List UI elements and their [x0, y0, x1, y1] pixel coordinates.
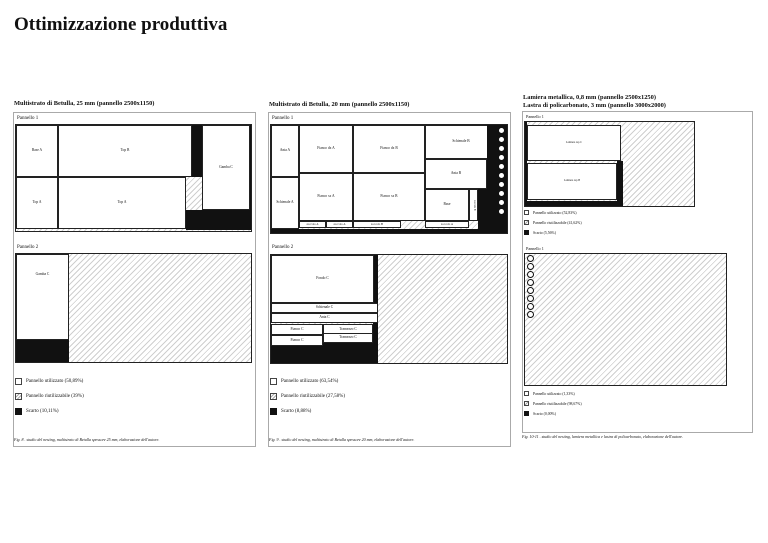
piece: Anta A	[271, 125, 299, 177]
legend-reusable: Pannello riutilizzabile (39%)	[15, 393, 84, 400]
used-swatch	[270, 378, 277, 385]
legend-used: Pannello utilizzato (1,33%)	[524, 391, 575, 396]
waste-swatch	[524, 230, 529, 235]
panel3-caption: Fig. 10-11 . studio del nesting, lamiera metallica e lastra di policarbonato, elaborazione dell'autore.	[522, 434, 684, 439]
offcut-circle	[527, 287, 534, 294]
panel2-sheet1	[270, 124, 508, 234]
legend-used: Pannello utilizzato (52,83%)	[524, 210, 577, 215]
panel1-sheet1	[15, 124, 252, 232]
offcut-circle	[498, 190, 505, 197]
piece: Schienale C	[271, 303, 378, 313]
panel3-sheet2-label: Pannello 1	[526, 246, 544, 251]
piece: Lamiera top C	[527, 125, 621, 161]
waste-area	[373, 323, 378, 363]
piece: Fianco sx B	[353, 173, 425, 221]
offcut-circle	[498, 145, 505, 152]
panel3-sheet1	[524, 121, 695, 207]
panel1-sheet2	[15, 253, 252, 363]
piece: Fianco sx A	[299, 173, 353, 221]
offcut-circle	[498, 136, 505, 143]
reusable-swatch	[524, 220, 529, 225]
piece: Base	[425, 189, 469, 221]
panel3-sheet1-label: Pannello 1	[526, 114, 544, 119]
piece: Anta B	[425, 159, 487, 189]
piece: Tramezzo C	[323, 333, 373, 343]
page-title: Ottimizzazione produttiva	[14, 14, 228, 35]
piece: zoccolo A	[425, 221, 469, 228]
panel1-sheet2-label: Pannello 2	[17, 245, 39, 250]
legend-reusable: Pannello riutilizzabile (27,58%)	[270, 393, 345, 400]
piece: Lamiera top B	[527, 163, 617, 200]
piece: Schienale B	[425, 125, 497, 159]
waste-swatch	[524, 411, 529, 416]
piece: zoccolo A	[326, 221, 353, 228]
offcut-circle	[527, 279, 534, 286]
piece: Gamba C	[202, 125, 250, 210]
offcut-circle	[527, 263, 534, 270]
used-swatch	[524, 391, 529, 396]
waste-swatch	[15, 408, 22, 415]
piece: Fianco C	[271, 324, 323, 335]
piece: zoccolo B	[353, 221, 401, 228]
waste-area	[271, 229, 507, 233]
waste-area	[525, 122, 527, 206]
legend-waste: Scarto (8,88%)	[270, 408, 311, 415]
piece: Tramezzo C	[323, 324, 373, 335]
offcut-circle	[498, 154, 505, 161]
piece: Base A	[16, 125, 58, 177]
offcut-circle	[527, 271, 534, 278]
waste-area	[271, 346, 378, 363]
legend-used: Pannello utilizzato (63,54%)	[270, 378, 338, 385]
reusable-swatch	[270, 393, 277, 400]
offcut-circle	[498, 181, 505, 188]
panel2-sheet2-label: Pannello 2	[272, 245, 294, 250]
panel1-heading: Multistrato di Betulla, 25 mm (pannello 2500x1150)	[14, 100, 155, 107]
legend-waste: Scarto (10,11%)	[15, 408, 59, 415]
offcut-circle	[527, 255, 534, 262]
panel2-caption: Fig. 9 . studio del nesting, multistrato di Betulla spessore 20 mm, elaborazione dell'autore.	[269, 437, 415, 442]
used-swatch	[524, 210, 529, 215]
offcut-circle	[527, 303, 534, 310]
waste-area	[192, 125, 202, 177]
legend-waste: Scarto (0,00%)	[524, 411, 556, 416]
panel2-heading: Multistrato di Betulla, 20 mm (pannello 2500x1150)	[269, 101, 410, 108]
piece: Fianco C	[271, 335, 323, 346]
waste-area	[250, 125, 252, 230]
piece: Fianco dx A	[299, 125, 353, 173]
piece: Fondo C	[271, 255, 374, 303]
panel1-sheet1-label: Pannello 1	[17, 116, 39, 121]
waste-area	[617, 161, 623, 206]
offcut-circle	[498, 163, 505, 170]
panel2-sheet1-label: Pannello 1	[272, 116, 294, 121]
legend-waste: Scarto (5,56%)	[524, 230, 556, 235]
waste-area	[525, 201, 623, 206]
offcut-circle	[527, 311, 534, 318]
panel3-sheet2	[524, 253, 727, 386]
panel3-heading-line2: Lastra di policarbonato, 3 mm (pannello 3000x2000)	[523, 102, 666, 109]
piece: zoccolo A	[299, 221, 326, 228]
waste-area	[323, 343, 373, 346]
piece: Fianco dx B	[353, 125, 425, 173]
piece: Gamba C	[16, 254, 69, 340]
piece: Top B	[58, 125, 192, 177]
offcut-circle	[498, 208, 505, 215]
panel3-heading-line1: Lamiera metallica, 0,8 mm (pannello 2500x1250)	[523, 94, 656, 101]
waste-area	[186, 210, 251, 230]
legend-reusable: Pannello riutilizzabile (41,62%)	[524, 220, 582, 225]
panel2-sheet2	[270, 254, 508, 364]
offcut-circle	[498, 172, 505, 179]
legend-reusable: Pannello riutilizzabile (98,67%)	[524, 401, 582, 406]
piece: zoccolo B	[469, 189, 478, 221]
waste-area	[374, 255, 378, 303]
offcut-circle	[527, 295, 534, 302]
piece: Schienale A	[271, 177, 299, 229]
piece: Top A	[58, 177, 186, 229]
panel1-caption: Fig. 8 . studio del nesting, multistrato di Betulla spessore 25 mm, elaborazione dell'autore.	[14, 437, 160, 442]
legend-used: Pannello utilizzato (50,89%)	[15, 378, 83, 385]
piece: Anta C	[271, 313, 378, 323]
reusable-swatch	[15, 393, 22, 400]
offcut-circle	[498, 199, 505, 206]
reusable-swatch	[524, 401, 529, 406]
waste-area	[16, 340, 69, 362]
offcut-circle	[498, 127, 505, 134]
used-swatch	[15, 378, 22, 385]
piece: Top A	[16, 177, 58, 229]
waste-swatch	[270, 408, 277, 415]
